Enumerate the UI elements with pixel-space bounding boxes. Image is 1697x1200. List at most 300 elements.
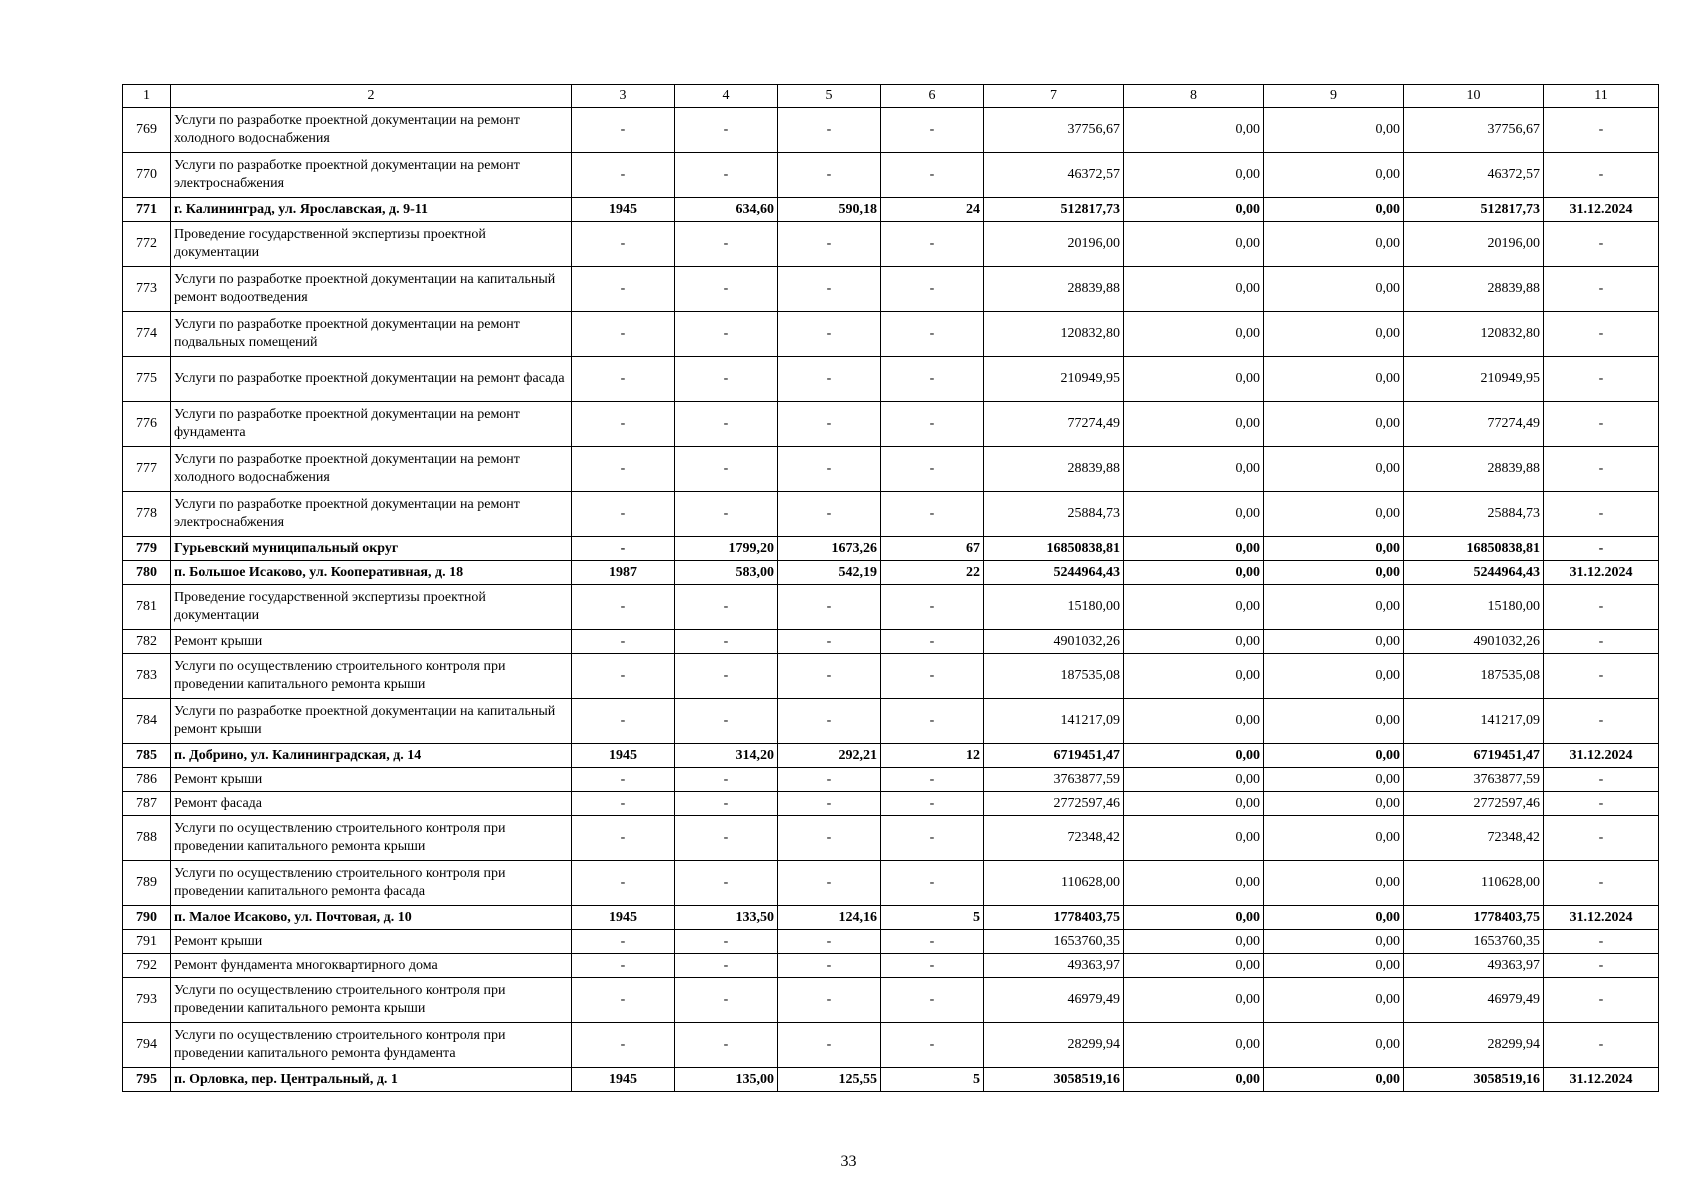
col-10-value: 3058519,16 (1404, 1068, 1544, 1092)
col-4-value: - (675, 861, 778, 906)
col-6-value: - (881, 312, 984, 357)
work-name: Проведение государственной экспертизы проектной документации (171, 222, 572, 267)
col-11-value: - (1544, 978, 1659, 1023)
col-7-value: 25884,73 (984, 492, 1124, 537)
work-name: Услуги по разработке проектной документации на ремонт фундамента (171, 402, 572, 447)
column-number-row (123, 85, 1659, 108)
col-7-value: 120832,80 (984, 312, 1124, 357)
col-8-value: 0,00 (1124, 198, 1264, 222)
col-9-value: 0,00 (1264, 816, 1404, 861)
col-11-value: - (1544, 402, 1659, 447)
col-5-value: - (778, 108, 881, 153)
col-8-value: 0,00 (1124, 561, 1264, 585)
col-11-value: - (1544, 492, 1659, 537)
col-6-value: - (881, 954, 984, 978)
table-row (123, 906, 1659, 930)
row-number: 777 (123, 447, 171, 492)
col-11-value: - (1544, 630, 1659, 654)
col-9-value: 0,00 (1264, 492, 1404, 537)
col-11-value: - (1544, 768, 1659, 792)
col-10-value: 15180,00 (1404, 585, 1544, 630)
col-4-value: 583,00 (675, 561, 778, 585)
col-8-value: 0,00 (1124, 312, 1264, 357)
col-5-value: - (778, 768, 881, 792)
col-4-value: - (675, 312, 778, 357)
row-number: 790 (123, 906, 171, 930)
col-8-value: 0,00 (1124, 699, 1264, 744)
col-6-value: - (881, 654, 984, 699)
col-11-value: - (1544, 222, 1659, 267)
col-9-value: 0,00 (1264, 357, 1404, 402)
col-6-value: - (881, 1023, 984, 1068)
col-8-value: 0,00 (1124, 906, 1264, 930)
col-3-value: - (572, 153, 675, 198)
table-row (123, 222, 1659, 267)
row-number: 788 (123, 816, 171, 861)
col-3-value: - (572, 816, 675, 861)
column-header: 9 (1264, 85, 1404, 108)
col-4-value: - (675, 792, 778, 816)
col-7-value: 1778403,75 (984, 906, 1124, 930)
col-3-value: - (572, 108, 675, 153)
col-10-value: 5244964,43 (1404, 561, 1544, 585)
col-7-value: 46372,57 (984, 153, 1124, 198)
col-4-value: - (675, 816, 778, 861)
col-10-value: 6719451,47 (1404, 744, 1544, 768)
col-9-value: 0,00 (1264, 222, 1404, 267)
row-number: 794 (123, 1023, 171, 1068)
page-number: 33 (840, 1153, 857, 1170)
col-7-value: 49363,97 (984, 954, 1124, 978)
col-6-value: 22 (881, 561, 984, 585)
table-row (123, 108, 1659, 153)
col-7-value: 210949,95 (984, 357, 1124, 402)
col-5-value: - (778, 222, 881, 267)
table-row (123, 954, 1659, 978)
col-4-value: - (675, 492, 778, 537)
col-3-value: - (572, 537, 675, 561)
col-5-value: 1673,26 (778, 537, 881, 561)
col-11-value: 31.12.2024 (1544, 561, 1659, 585)
col-8-value: 0,00 (1124, 153, 1264, 198)
col-3-value: - (572, 954, 675, 978)
col-5-value: - (778, 357, 881, 402)
table-row (123, 630, 1659, 654)
col-11-value: - (1544, 954, 1659, 978)
work-name: Услуги по разработке проектной документации на ремонт фасада (171, 357, 572, 402)
col-9-value: 0,00 (1264, 198, 1404, 222)
col-10-value: 28839,88 (1404, 447, 1544, 492)
col-11-value: - (1544, 585, 1659, 630)
col-8-value: 0,00 (1124, 402, 1264, 447)
col-9-value: 0,00 (1264, 930, 1404, 954)
col-5-value: 292,21 (778, 744, 881, 768)
col-4-value: 1799,20 (675, 537, 778, 561)
work-name: Услуги по осуществлению строительного контроля при проведении капитального ремонта фасада (171, 861, 572, 906)
work-name: Услуги по разработке проектной документации на ремонт подвальных помещений (171, 312, 572, 357)
col-5-value: - (778, 402, 881, 447)
col-10-value: 28839,88 (1404, 267, 1544, 312)
col-3-value: 1945 (572, 1068, 675, 1092)
row-number: 770 (123, 153, 171, 198)
col-4-value: - (675, 630, 778, 654)
col-8-value: 0,00 (1124, 861, 1264, 906)
row-number: 783 (123, 654, 171, 699)
col-11-value: 31.12.2024 (1544, 744, 1659, 768)
col-11-value: 31.12.2024 (1544, 906, 1659, 930)
col-5-value: 124,16 (778, 906, 881, 930)
col-3-value: 1945 (572, 198, 675, 222)
work-name: п. Малое Исаково, ул. Почтовая, д. 10 (171, 906, 572, 930)
col-4-value: - (675, 447, 778, 492)
row-number: 793 (123, 978, 171, 1023)
table-row (123, 699, 1659, 744)
col-3-value: - (572, 978, 675, 1023)
row-number: 775 (123, 357, 171, 402)
col-9-value: 0,00 (1264, 312, 1404, 357)
row-number: 769 (123, 108, 171, 153)
work-name: Услуги по осуществлению строительного контроля при проведении капитального ремонта крыши (171, 654, 572, 699)
col-8-value: 0,00 (1124, 768, 1264, 792)
table-row (123, 654, 1659, 699)
col-5-value: - (778, 1023, 881, 1068)
col-4-value: 634,60 (675, 198, 778, 222)
table-row (123, 1023, 1659, 1068)
col-5-value: 125,55 (778, 1068, 881, 1092)
work-name: Ремонт крыши (171, 930, 572, 954)
col-7-value: 5244964,43 (984, 561, 1124, 585)
col-7-value: 3763877,59 (984, 768, 1124, 792)
col-8-value: 0,00 (1124, 492, 1264, 537)
col-7-value: 16850838,81 (984, 537, 1124, 561)
col-11-value: - (1544, 699, 1659, 744)
col-10-value: 72348,42 (1404, 816, 1544, 861)
col-8-value: 0,00 (1124, 978, 1264, 1023)
col-3-value: - (572, 792, 675, 816)
col-10-value: 77274,49 (1404, 402, 1544, 447)
table-row (123, 792, 1659, 816)
col-6-value: - (881, 357, 984, 402)
table-row (123, 198, 1659, 222)
table-row (123, 357, 1659, 402)
col-8-value: 0,00 (1124, 585, 1264, 630)
col-8-value: 0,00 (1124, 792, 1264, 816)
column-header: 1 (123, 85, 171, 108)
col-9-value: 0,00 (1264, 978, 1404, 1023)
col-3-value: - (572, 1023, 675, 1068)
col-11-value: - (1544, 447, 1659, 492)
col-5-value: 590,18 (778, 198, 881, 222)
column-header: 5 (778, 85, 881, 108)
column-header: 4 (675, 85, 778, 108)
col-9-value: 0,00 (1264, 630, 1404, 654)
col-11-value: - (1544, 930, 1659, 954)
col-9-value: 0,00 (1264, 1068, 1404, 1092)
col-5-value: - (778, 699, 881, 744)
col-4-value: - (675, 699, 778, 744)
col-4-value: - (675, 267, 778, 312)
col-7-value: 110628,00 (984, 861, 1124, 906)
table-row (123, 153, 1659, 198)
col-9-value: 0,00 (1264, 153, 1404, 198)
table-row (123, 312, 1659, 357)
column-header: 2 (171, 85, 572, 108)
col-5-value: - (778, 978, 881, 1023)
table-row (123, 402, 1659, 447)
col-4-value: - (675, 153, 778, 198)
col-9-value: 0,00 (1264, 744, 1404, 768)
col-11-value: - (1544, 861, 1659, 906)
col-10-value: 20196,00 (1404, 222, 1544, 267)
table-row (123, 447, 1659, 492)
work-name: г. Калининград, ул. Ярославская, д. 9-11 (171, 198, 572, 222)
col-3-value: 1945 (572, 906, 675, 930)
work-name: Услуги по разработке проектной документации на ремонт электроснабжения (171, 492, 572, 537)
col-3-value: - (572, 222, 675, 267)
col-3-value: - (572, 699, 675, 744)
work-name: Услуги по разработке проектной документации на ремонт электроснабжения (171, 153, 572, 198)
col-8-value: 0,00 (1124, 954, 1264, 978)
col-5-value: - (778, 585, 881, 630)
column-header: 10 (1404, 85, 1544, 108)
col-6-value: - (881, 861, 984, 906)
col-10-value: 1778403,75 (1404, 906, 1544, 930)
work-name: Ремонт крыши (171, 630, 572, 654)
col-3-value: - (572, 861, 675, 906)
col-7-value: 3058519,16 (984, 1068, 1124, 1092)
col-3-value: - (572, 654, 675, 699)
col-4-value: - (675, 978, 778, 1023)
col-4-value: 314,20 (675, 744, 778, 768)
col-6-value: - (881, 492, 984, 537)
col-6-value: - (881, 402, 984, 447)
col-10-value: 512817,73 (1404, 198, 1544, 222)
col-8-value: 0,00 (1124, 357, 1264, 402)
col-5-value: 542,19 (778, 561, 881, 585)
row-number: 792 (123, 954, 171, 978)
col-7-value: 20196,00 (984, 222, 1124, 267)
col-3-value: - (572, 312, 675, 357)
row-number: 771 (123, 198, 171, 222)
col-9-value: 0,00 (1264, 654, 1404, 699)
col-7-value: 37756,67 (984, 108, 1124, 153)
col-8-value: 0,00 (1124, 1023, 1264, 1068)
col-7-value: 15180,00 (984, 585, 1124, 630)
col-4-value: - (675, 768, 778, 792)
row-number: 781 (123, 585, 171, 630)
column-header: 3 (572, 85, 675, 108)
col-3-value: - (572, 357, 675, 402)
table-row (123, 930, 1659, 954)
col-9-value: 0,00 (1264, 861, 1404, 906)
table-row (123, 816, 1659, 861)
col-10-value: 4901032,26 (1404, 630, 1544, 654)
col-3-value: 1987 (572, 561, 675, 585)
col-3-value: - (572, 585, 675, 630)
col-10-value: 28299,94 (1404, 1023, 1544, 1068)
col-11-value: - (1544, 654, 1659, 699)
col-6-value: - (881, 447, 984, 492)
col-8-value: 0,00 (1124, 537, 1264, 561)
col-5-value: - (778, 312, 881, 357)
col-3-value: - (572, 630, 675, 654)
col-6-value: 67 (881, 537, 984, 561)
col-4-value: - (675, 357, 778, 402)
row-number: 776 (123, 402, 171, 447)
col-9-value: 0,00 (1264, 585, 1404, 630)
col-5-value: - (778, 447, 881, 492)
col-4-value: - (675, 954, 778, 978)
work-name: Услуги по осуществлению строительного контроля при проведении капитального ремонта крыши (171, 978, 572, 1023)
col-3-value: - (572, 768, 675, 792)
column-header: 6 (881, 85, 984, 108)
row-number: 789 (123, 861, 171, 906)
col-6-value: - (881, 816, 984, 861)
col-5-value: - (778, 630, 881, 654)
col-9-value: 0,00 (1264, 402, 1404, 447)
col-7-value: 46979,49 (984, 978, 1124, 1023)
col-3-value: - (572, 447, 675, 492)
col-5-value: - (778, 954, 881, 978)
work-name: Ремонт фасада (171, 792, 572, 816)
work-name: Услуги по разработке проектной документации на капитальный ремонт крыши (171, 699, 572, 744)
table-row (123, 1068, 1659, 1092)
col-11-value: - (1544, 153, 1659, 198)
work-name: п. Орловка, пер. Центральный, д. 1 (171, 1068, 572, 1092)
capital-repair-table (122, 84, 1659, 1092)
col-6-value: - (881, 792, 984, 816)
work-name: п. Добрино, ул. Калининградская, д. 14 (171, 744, 572, 768)
col-9-value: 0,00 (1264, 108, 1404, 153)
col-4-value: 135,00 (675, 1068, 778, 1092)
col-5-value: - (778, 930, 881, 954)
row-number: 772 (123, 222, 171, 267)
col-4-value: 133,50 (675, 906, 778, 930)
work-name: Услуги по разработке проектной документации на ремонт холодного водоснабжения (171, 447, 572, 492)
col-10-value: 120832,80 (1404, 312, 1544, 357)
col-3-value: - (572, 402, 675, 447)
col-6-value: 5 (881, 906, 984, 930)
col-10-value: 46372,57 (1404, 153, 1544, 198)
col-5-value: - (778, 654, 881, 699)
col-11-value: 31.12.2024 (1544, 1068, 1659, 1092)
col-9-value: 0,00 (1264, 954, 1404, 978)
col-3-value: - (572, 267, 675, 312)
col-7-value: 6719451,47 (984, 744, 1124, 768)
col-10-value: 110628,00 (1404, 861, 1544, 906)
col-6-value: 5 (881, 1068, 984, 1092)
col-5-value: - (778, 816, 881, 861)
col-9-value: 0,00 (1264, 792, 1404, 816)
col-6-value: - (881, 108, 984, 153)
col-9-value: 0,00 (1264, 906, 1404, 930)
col-11-value: - (1544, 312, 1659, 357)
col-4-value: - (675, 1023, 778, 1068)
col-9-value: 0,00 (1264, 768, 1404, 792)
col-3-value: - (572, 492, 675, 537)
col-10-value: 3763877,59 (1404, 768, 1544, 792)
col-9-value: 0,00 (1264, 537, 1404, 561)
col-7-value: 77274,49 (984, 402, 1124, 447)
col-11-value: - (1544, 267, 1659, 312)
col-3-value: - (572, 930, 675, 954)
col-7-value: 72348,42 (984, 816, 1124, 861)
work-name: Ремонт фундамента многоквартирного дома (171, 954, 572, 978)
col-7-value: 28839,88 (984, 447, 1124, 492)
work-name: Услуги по осуществлению строительного контроля при проведении капитального ремонта фундамента (171, 1023, 572, 1068)
col-4-value: - (675, 654, 778, 699)
row-number: 787 (123, 792, 171, 816)
col-6-value: - (881, 630, 984, 654)
work-name: Услуги по осуществлению строительного контроля при проведении капитального ремонта крыши (171, 816, 572, 861)
col-6-value: - (881, 153, 984, 198)
col-7-value: 141217,09 (984, 699, 1124, 744)
col-11-value: - (1544, 1023, 1659, 1068)
col-8-value: 0,00 (1124, 630, 1264, 654)
work-name: Гурьевский муниципальный округ (171, 537, 572, 561)
table-row (123, 861, 1659, 906)
table-row (123, 978, 1659, 1023)
table-row (123, 768, 1659, 792)
col-10-value: 37756,67 (1404, 108, 1544, 153)
col-6-value: 24 (881, 198, 984, 222)
col-8-value: 0,00 (1124, 267, 1264, 312)
col-6-value: 12 (881, 744, 984, 768)
col-10-value: 46979,49 (1404, 978, 1544, 1023)
col-10-value: 2772597,46 (1404, 792, 1544, 816)
work-name: Ремонт крыши (171, 768, 572, 792)
row-number: 791 (123, 930, 171, 954)
col-3-value: 1945 (572, 744, 675, 768)
col-8-value: 0,00 (1124, 930, 1264, 954)
row-number: 782 (123, 630, 171, 654)
col-8-value: 0,00 (1124, 108, 1264, 153)
col-4-value: - (675, 108, 778, 153)
col-8-value: 0,00 (1124, 447, 1264, 492)
col-11-value: 31.12.2024 (1544, 198, 1659, 222)
table-body (123, 85, 1659, 1092)
row-number: 779 (123, 537, 171, 561)
table-row (123, 585, 1659, 630)
col-10-value: 49363,97 (1404, 954, 1544, 978)
work-name: п. Большое Исаково, ул. Кооперативная, д. 18 (171, 561, 572, 585)
row-number: 795 (123, 1068, 171, 1092)
col-7-value: 28299,94 (984, 1023, 1124, 1068)
work-name: Проведение государственной экспертизы проектной документации (171, 585, 572, 630)
col-8-value: 0,00 (1124, 1068, 1264, 1092)
row-number: 784 (123, 699, 171, 744)
col-6-value: - (881, 222, 984, 267)
col-4-value: - (675, 402, 778, 447)
table-row (123, 561, 1659, 585)
table-row (123, 537, 1659, 561)
col-4-value: - (675, 222, 778, 267)
table-row (123, 744, 1659, 768)
column-header: 11 (1544, 85, 1659, 108)
col-6-value: - (881, 699, 984, 744)
col-9-value: 0,00 (1264, 1023, 1404, 1068)
col-5-value: - (778, 267, 881, 312)
col-8-value: 0,00 (1124, 744, 1264, 768)
col-4-value: - (675, 930, 778, 954)
row-number: 785 (123, 744, 171, 768)
col-7-value: 1653760,35 (984, 930, 1124, 954)
col-7-value: 4901032,26 (984, 630, 1124, 654)
col-6-value: - (881, 267, 984, 312)
col-6-value: - (881, 978, 984, 1023)
col-11-value: - (1544, 108, 1659, 153)
col-8-value: 0,00 (1124, 816, 1264, 861)
